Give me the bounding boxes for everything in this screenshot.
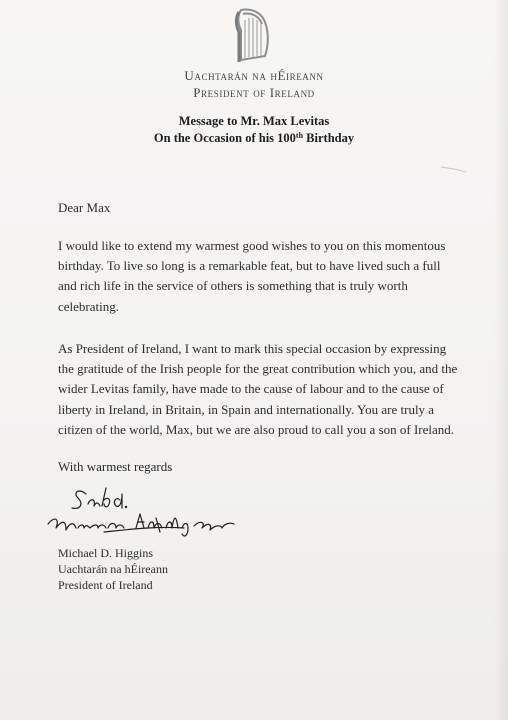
signatory-title-english: President of Ireland	[58, 578, 153, 592]
heading-ordinal-suffix: th	[295, 131, 304, 140]
letterhead-office-english: President of Ireland	[193, 85, 315, 100]
handwritten-signature	[44, 480, 244, 546]
signatory-title-irish: Uachtarán na hÉireann	[58, 562, 168, 576]
letter-paragraph-1: I would like to extend my warmest good wishes to you on this momentous birthday. To live so long is a remarkable feat, but to have lived such a full and rich life in the service of others is something that is truly worth celebrating.	[58, 238, 446, 314]
paper-mark	[440, 164, 468, 174]
salutation: Dear Max	[58, 200, 111, 215]
letterhead-office-irish: Uachtarán na hÉireann	[184, 68, 324, 83]
message-heading-line1: Message to Mr. Max Levitas	[178, 114, 330, 128]
signatory-name: Michael D. Higgins	[58, 546, 153, 560]
letter-paragraph-2: As President of Ireland, I want to mark this special occasion by expressing the gratitude of the Irish people for the great contribution which you, and the wider Levitas family, have made to the cause of labour and to the cause of liberty in Ireland, in Britain, in Spain and internationally. You are truly a citizen of the world, Max, but we are also proud to call you a son of Ireland.	[58, 341, 458, 437]
harp-icon	[229, 6, 277, 66]
heading-birthday-text: Birthday	[303, 131, 355, 145]
message-heading-line2	[0, 131, 508, 146]
heading-occasion-text: On the Occasion of his 100	[153, 131, 296, 145]
letter-closing: With warmest regards	[58, 459, 173, 474]
